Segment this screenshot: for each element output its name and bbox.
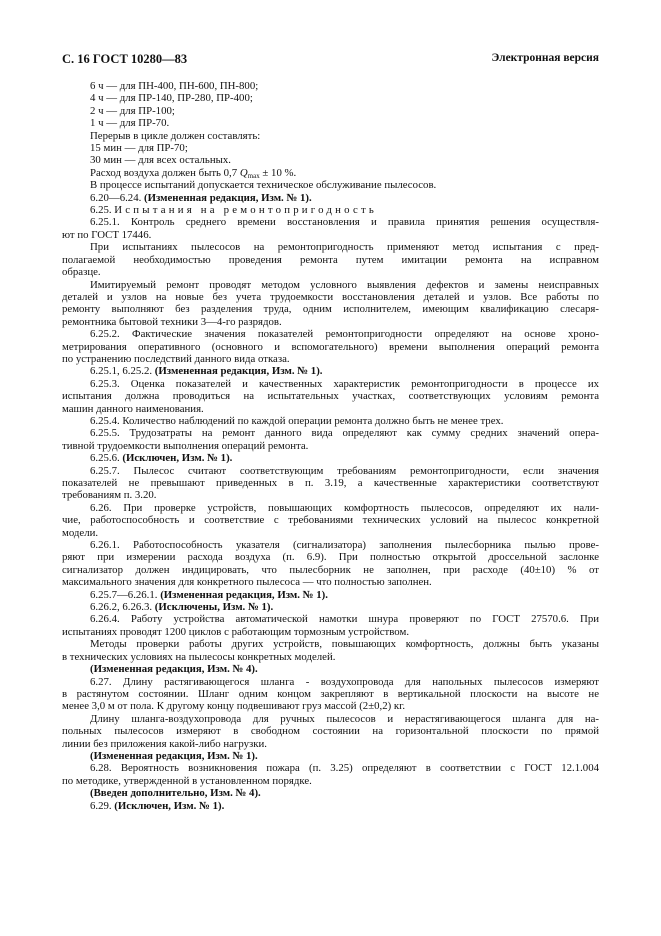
text-line: 4 ч — для ПР-140, ПР-280, ПР-400;: [90, 92, 253, 105]
amendment-note: (Введен дополнительно, Изм. № 4).: [90, 787, 261, 800]
paragraph: 6.25.7. Пылесос считают соответствующим требованиям ремонтопригодности, если значения показателей не превышают приведенных в п. 3.19, а качественные характеристики соответствуют требованиям п. 3.20.: [62, 464, 599, 502]
section-heading: 6.25. Испытания на ремонтопригодность: [90, 204, 377, 217]
paragraph: Имитируемый ремонт проводят методом условного выявления дефектов и замены неисправных деталей и узлов на новые без учета трудоемкости восстановления деталей и узлов. Все работы по ремонту выполняют без разделения труда, одним исполнителем, имеющим квалификацию слесаря- ремонтника бытовой техники 3—4-го разрядов.: [62, 278, 599, 328]
text-line: 6.25.4. Количество наблюдений по каждой операции ремонта должно быть не менее трех.: [90, 414, 504, 427]
text-line: Перерыв в цикле должен составлять:: [90, 129, 261, 142]
amendment-note: 6.25.1, 6.25.2. (Измененная редакция, Изм. № 1).: [90, 365, 323, 378]
paragraph: При испытаниях пылесосов на ремонтопригодность применяют метод испытания с пред- полагаемой необходимостью проведения ремонта путем имитации ремонта на исправном образце.: [62, 241, 599, 279]
amendment-note: 6.20—6.24. (Измененная редакция, Изм. № 1).: [90, 191, 312, 204]
paragraph: 6.25.3. Оценка показателей и качественных характеристик ремонтопригодности в процессе их испытания должна проводиться на испытательных участках, соответствующих условиям ремонта машин данного наименования.: [62, 377, 599, 415]
text-line: 6 ч — для ПН-400, ПН-600, ПН-800;: [90, 80, 259, 92]
paragraph: Методы проверки работы других устройств, повышающих комфортность, должны быть указаны в технических условиях на пылесосы конкретных моделей.: [62, 638, 599, 663]
amendment-note: (Измененная редакция, Изм. № 4).: [90, 663, 258, 676]
amendment-note: (Измененная редакция, Изм. № 1).: [90, 749, 258, 762]
text-line: В процессе испытаний допускается техническое обслуживание пылесосов.: [90, 179, 437, 192]
document-body: [62, 80, 599, 812]
text-line: 15 мин — для ПР-70;: [90, 142, 188, 155]
page-header-edition: Электронная версия: [491, 52, 599, 64]
amendment-note: 6.25.7—6.26.1. (Измененная редакция, Изм. № 1).: [90, 588, 328, 601]
paragraph: 6.25.5. Трудозатраты на ремонт данного вида определяют как сумму средних значений опера- тивной трудоемкости выполнения операций ремонта.: [62, 427, 599, 452]
amendment-note: 6.25.6. (Исключен, Изм. № 1).: [90, 452, 233, 465]
paragraph: 6.25.2. Фактические значения показателей ремонтопригодности определяют на основе хроно- метрирования оперативного (основного и вспомогательного) времени выполнения операций ремонта по устранению последствий данного вида отказа.: [62, 328, 599, 365]
text-line: 2 ч — для ПР-100;: [90, 104, 175, 117]
text-line: 30 мин — для всех остальных.: [90, 154, 231, 167]
paragraph: 6.28. Вероятность возникновения пожара (п. 3.25) определяют в соответствии с ГОСТ 12.1.004 по методике, утвержденной в установленном порядке.: [62, 762, 599, 787]
paragraph: 6.26. При проверке устройств, повышающих комфортность пылесосов, определяют их нали- чие, работоспособность и соответствие с требованиями технических условий на пылесос конкретной модели.: [62, 501, 599, 539]
paragraph: 6.26.1. Работоспособность указателя (сигнализатора) заполнения пылесборника пылью прове- ряют при измерении расхода воздуха (п. 6.9). При полностью открытой дроссельной заслонке сигнализатор должен индицировать, что пылесборник не заполнен, при расходе (40±10) % от максимального значения для конкретного пылесоса — что полностью заполнен.: [62, 539, 599, 589]
paragraph: Длину шланга-воздухопровода для ручных пылесосов и нерастягивающегося шланга для на- польных пылесосов измеряют в свободном состоянии на горизонтальной плоскости по прямой линии без приложения какой-либо нагрузки.: [62, 712, 599, 750]
amendment-note: 6.26.2, 6.26.3. (Исключены, Изм. № 1).: [90, 601, 274, 614]
airflow-requirement: Расход воздуха должен быть 0,7 $Q_{max} \pm 10$ %.: [90, 166, 297, 180]
amendment-note: 6.29. (Исключен, Изм. № 1).: [90, 799, 225, 812]
paragraph: 6.27. Длину растягивающегося шланга - воздухопровода для напольных пылесосов измеряют в растянутом состоянии. Шланг одним концом закрепляют в вертикальной плоскости на высоте не менее 3,0 м от пола. К другому концу подвешивают груз массой (2±0,2) кг.: [62, 675, 599, 713]
paragraph: 6.26.4. Работу устройства автоматической намотки шнура проверяют по ГОСТ 27570.6. При испытаниях проводят 1200 циклов с работающим тормозным устройством.: [62, 613, 599, 638]
paragraph: 6.25.1. Контроль среднего времени восстановления и правила принятия решения осуществля- ют по ГОСТ 17446.: [62, 216, 599, 241]
text-line: 1 ч — для ПР-70.: [90, 117, 170, 130]
page-header-title: С. 16 ГОСТ 10280—83: [62, 52, 188, 66]
